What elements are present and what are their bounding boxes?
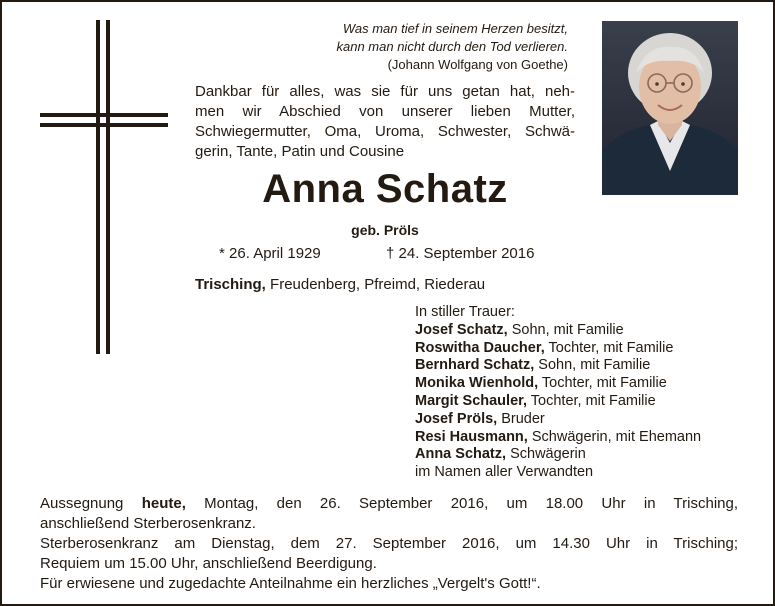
cross-vertical-line: [96, 20, 100, 354]
mourners-footer: im Namen aller Verwandten: [415, 464, 594, 481]
mourner-relation: Tochter, mit Familie: [530, 392, 656, 409]
mourner-relation: Sohn, mit Familie: [538, 357, 651, 374]
mourner-relation: Schwägerin, mit Ehemann: [531, 428, 702, 445]
list-item: [415, 411, 755, 429]
notes-text: Aussegnung: [40, 495, 124, 512]
mourner-name: Bernhard Schatz,: [415, 357, 535, 374]
goethe-quote: [208, 20, 568, 74]
mourner-relation: Tochter, mit Familie: [541, 375, 667, 392]
quote-line: Was man tief in seinem Herzen besitzt,: [342, 21, 568, 36]
birth-date: * 26. April 1929: [219, 245, 321, 262]
intro-text: [195, 82, 575, 162]
notes-line: Sterberosenkranz am Dienstag, dem 27. September 2016, um 14.30 Uhr in Trisching;: [40, 535, 738, 552]
cross-horizontal-line: [40, 113, 168, 117]
notes-line: [40, 494, 738, 514]
quote-author: (Johann Wolfgang von Goethe): [387, 57, 568, 72]
list-item: [415, 375, 755, 393]
mourner-relation: Sohn, mit Familie: [511, 321, 624, 338]
mourner-relation: Tochter, mit Familie: [548, 339, 674, 356]
mourner-name: Margit Schauler,: [415, 392, 528, 409]
notes-today: heute,: [141, 495, 186, 512]
place-others: Freudenberg, Pfreimd, Riederau: [270, 276, 486, 293]
portrait-image: [602, 21, 738, 195]
notes-text: Montag, den 26. September 2016, um 18.00 Uhr in Trisching,: [204, 495, 739, 512]
mourner-relation: Schwägerin: [510, 446, 586, 463]
portrait-photo: [602, 21, 738, 195]
deceased-name: Anna Schatz: [262, 167, 508, 211]
mourner-name: Roswitha Daucher,: [415, 339, 545, 356]
intro-line: Dankbar für alles, was sie für uns getan hat, neh-: [195, 83, 575, 100]
cross-vertical-line: [106, 20, 110, 354]
death-date: † 24. September 2016: [386, 245, 535, 262]
maiden-name: geb. Pröls: [351, 222, 419, 238]
list-item: [415, 429, 755, 447]
notes-line: anschließend Sterberosenkranz.: [40, 515, 256, 532]
mourner-relation: Bruder: [501, 410, 545, 427]
service-notes: [40, 494, 738, 594]
places-line: [195, 275, 485, 295]
mourner-name: Monika Wienhold,: [415, 375, 539, 392]
cross-horizontal-line: [40, 123, 168, 127]
mourner-name: Anna Schatz,: [415, 446, 507, 463]
cross-icon: [40, 20, 168, 354]
list-item: [415, 322, 755, 340]
mourner-name: Josef Pröls,: [415, 410, 498, 427]
quote-line: kann man nicht durch den Tod verlieren.: [336, 39, 568, 54]
intro-line: Schwiegermutter, Oma, Uroma, Schwester, Schwä-: [195, 123, 575, 140]
list-item: [415, 393, 755, 411]
list-item: [415, 357, 755, 375]
mourners-list: [415, 304, 755, 482]
mourner-name: Josef Schatz,: [415, 321, 508, 338]
notes-line: Requiem um 15.00 Uhr, anschließend Beerdigung.: [40, 555, 377, 572]
intro-line: men wir Abschied von unserer lieben Mutter,: [195, 103, 575, 120]
list-item: [415, 446, 755, 464]
mourner-name: Resi Hausmann,: [415, 428, 528, 445]
mourners-heading: In stiller Trauer:: [415, 304, 515, 320]
intro-line: gerin, Tante, Patin und Cousine: [195, 143, 405, 160]
list-item: [415, 340, 755, 358]
notes-line: Für erwiesene und zugedachte Anteilnahme ein herzliches „Vergelt's Gott!“.: [40, 575, 541, 592]
place-main: Trisching,: [195, 276, 266, 293]
